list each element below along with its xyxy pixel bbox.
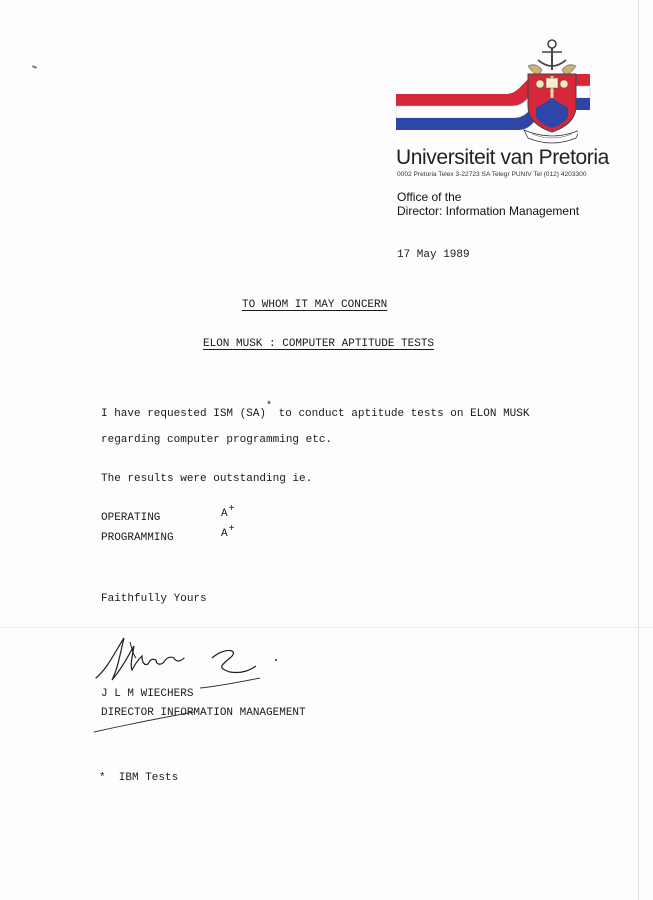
body-line-1-end: to conduct aptitude tests on ELON MUSK: [272, 408, 530, 420]
handwritten-signature: [90, 628, 290, 738]
grade-label-programming: PROGRAMMING: [101, 532, 174, 544]
university-crest-icon: [514, 36, 578, 146]
grade-letter: A: [221, 528, 228, 540]
letter-heading: TO WHOM IT MAY CONCERN: [242, 299, 388, 311]
grade-plus-mark: +: [228, 524, 235, 535]
grade-label-operating: OPERATING: [101, 512, 161, 524]
body-line-3: The results were outstanding ie.: [101, 473, 313, 485]
office-line-2: Director: Information Management: [397, 204, 580, 218]
paper-edge: [638, 0, 639, 900]
university-name: Universiteit van Pretoria: [396, 146, 609, 169]
letter-subject: ELON MUSK : COMPUTER APTITUDE TESTS: [203, 338, 435, 350]
closing-line: Faithfully Yours: [101, 593, 207, 605]
paper-speck: [32, 65, 37, 69]
body-line-1-start: I have requested ISM (SA): [101, 408, 267, 420]
grade-value-programming: [221, 524, 235, 540]
footnote-marker: *: [266, 401, 273, 412]
body-line-1: [101, 401, 530, 420]
grade-value-operating: [221, 504, 235, 520]
body-line-2: regarding computer programming etc.: [101, 434, 333, 446]
office-line-1: Office of the: [397, 190, 462, 204]
grade-letter: A: [221, 508, 228, 520]
signatory-name: J L M WIECHERS: [101, 688, 194, 700]
contact-line: 0002 Pretoria Telex 3-22723 SA Telegr PUNIV Tel (012) 4203300: [397, 171, 587, 178]
letter-date: 17 May 1989: [397, 249, 470, 261]
letterhead-graphic: [396, 36, 596, 156]
grade-plus-mark: +: [228, 504, 235, 515]
signatory-title: DIRECTOR INFORMATION MANAGEMENT: [101, 707, 306, 719]
footnote: * IBM Tests: [99, 772, 179, 784]
